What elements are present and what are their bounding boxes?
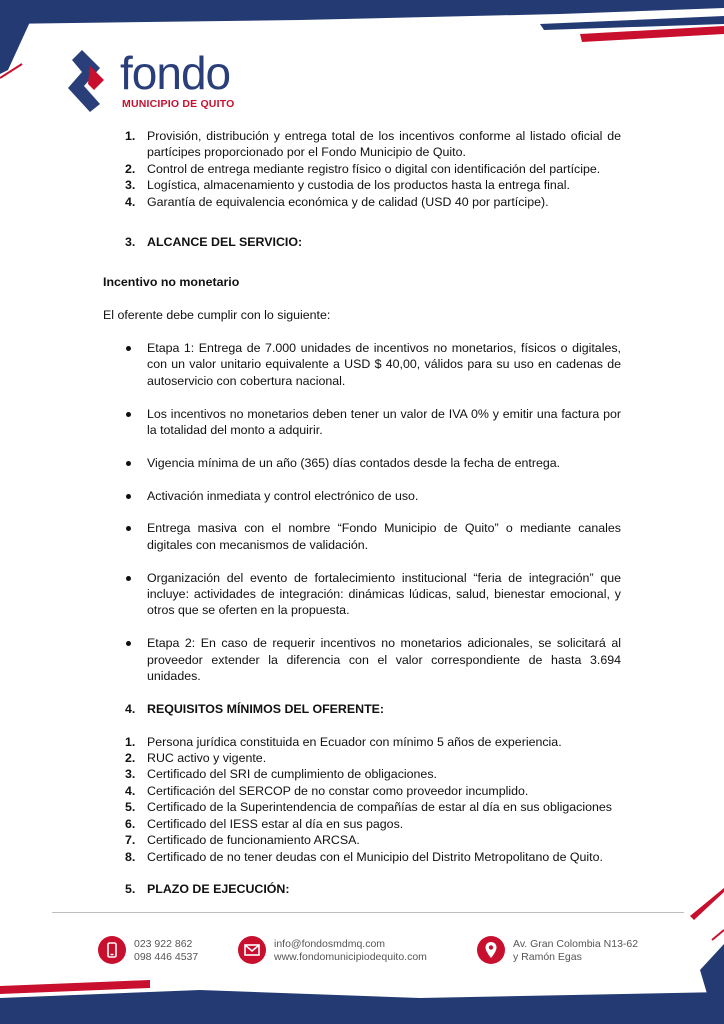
brand-subtitle: MUNICIPIO DE QUITO: [122, 98, 235, 110]
address-line-1: Av. Gran Colombia N13-62: [513, 938, 639, 950]
list-item: 6. Certificado del IESS estar al día en sus pagos.: [125, 816, 404, 831]
location-pin-icon: [477, 936, 505, 964]
lead-paragraph: El oferente debe cumplir con lo siguiente:: [103, 308, 331, 323]
list-item: Activación inmediata y control electrónico de uso.: [103, 488, 621, 504]
section-heading-requisitos: 4. REQUISITOS MÍNIMOS DEL OFERENTE:: [125, 701, 385, 716]
section-heading-plazo: 5. PLAZO DE EJECUCIÓN:: [125, 882, 290, 897]
list-item: 2. Control de entrega mediante registro físico o digital con identificación del partícipe.: [125, 161, 601, 176]
list-item: Vigencia mínima de un año (365) días contados desde la fecha de entrega.: [103, 455, 621, 471]
document-body: [103, 128, 621, 898]
phone-number-1[interactable]: 023 922 862: [134, 938, 193, 950]
address-line-2: y Ramón Egas: [513, 951, 582, 963]
list-item: 8. Certificado de no tener deudas con el Municipio del Distrito Metropolitano de Quito.: [125, 849, 603, 864]
list-item: 1. Persona jurídica constituida en Ecuador con mínimo 5 años de experiencia.: [125, 734, 562, 749]
list-item: Los incentivos no monetarios deben tener un valor de IVA 0% y emitir una factura por la totalidad del monto a adquirir.: [103, 406, 621, 439]
subheading: Incentivo no monetario: [103, 275, 240, 290]
list-item: 7. Certificado de funcionamiento ARCSA.: [125, 833, 360, 848]
phone-icon: [98, 936, 126, 964]
email-link[interactable]: info@fondosmdmq.com: [274, 938, 386, 950]
phone-number-2[interactable]: 098 446 4537: [134, 951, 199, 963]
list-item: 1. Provisión, distribución y entrega total de los incentivos conforme al listado oficial de partícipes proporcionado por el Fondo Municipio de Quito.: [125, 129, 621, 160]
footer-divider: [52, 912, 684, 913]
mail-icon: [238, 936, 266, 964]
list-item: Organización del evento de fortalecimiento institucional “feria de integración” que incluye: actividades de integración: dinámicas lúdicas, salud, bienestar emocional, y otros que se oferten en la propuesta.: [103, 570, 621, 619]
website-link[interactable]: www.fondomunicipiodequito.com: [274, 951, 427, 963]
section-heading-alcance: 3. ALCANCE DEL SERVICIO:: [125, 235, 303, 250]
list-item: 3. Logística, almacenamiento y custodia de los productos hasta la entrega final.: [125, 178, 570, 193]
list-item: 2. RUC activo y vigente.: [125, 751, 267, 766]
intro-list: [103, 128, 621, 210]
list-item: 5. Certificado de la Superintendencia de compañías de estar al día en sus obligaciones: [125, 800, 612, 815]
brand-name: fondo: [120, 47, 231, 99]
brand-logo: [60, 46, 260, 116]
list-item: Etapa 1: Entrega de 7.000 unidades de incentivos no monetarios, físicos o digitales, con un valor unitario equivalente a USD $ 40,00, válidos para su uso en cadenas de autoservicio con cobertura nacional.: [103, 340, 621, 389]
list-item: 4. Garantía de equivalencia económica y de calidad (USD 40 por partícipe).: [125, 194, 549, 209]
list-item: Entrega masiva con el nombre “Fondo Municipio de Quito” o mediante canales digitales con mecanismos de validación.: [103, 520, 621, 553]
logo-mark-icon: [60, 46, 110, 116]
list-item: Etapa 2: En caso de requerir incentivos no monetarios adicionales, se solicitará al proveedor extender la diferencia con el valor correspondiente de hasta 3.694 unidades.: [103, 635, 621, 684]
list-item: 3. Certificado del SRI de cumplimiento de obligaciones.: [125, 767, 437, 782]
list-item: 4. Certificación del SERCOP de no constar como proveedor incumplido.: [125, 783, 529, 798]
scope-bullet-list: [103, 340, 621, 684]
requirements-list: [103, 734, 621, 865]
